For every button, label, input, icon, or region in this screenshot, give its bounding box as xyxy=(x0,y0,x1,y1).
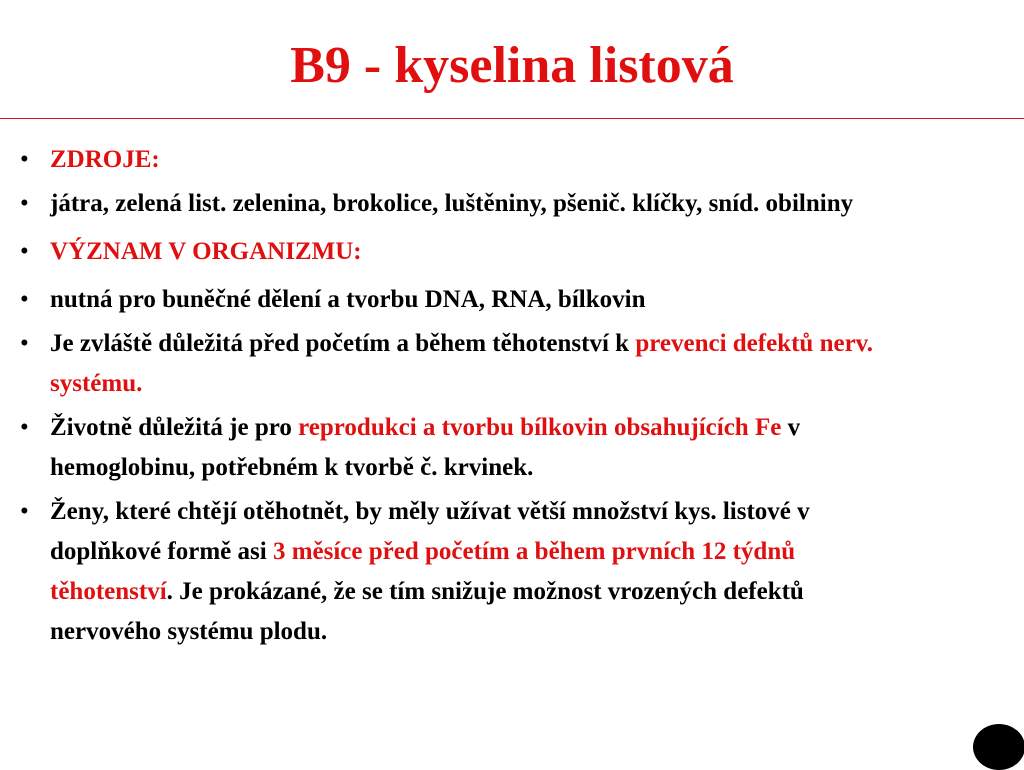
bullet-highlight: 3 měsíce před početím a během prvních 12 týdnů těhotenství xyxy=(50,538,796,605)
bullet-icon: • xyxy=(20,146,29,173)
bullet-item-cell-division xyxy=(20,280,920,320)
bullet-item-women xyxy=(20,492,920,652)
bullet-item-sources-heading xyxy=(20,140,920,180)
bullet-highlight: prevenci defektů nerv. systému. xyxy=(50,330,874,397)
bullet-icon: • xyxy=(20,330,29,357)
bullet-text: nutná pro buněčné dělení a tvorbu DNA, RNA, bílkovin xyxy=(50,286,646,313)
bullet-icon: • xyxy=(20,286,29,313)
bullet-item-pregnancy xyxy=(20,324,920,404)
bullet-text: ZDROJE: xyxy=(50,146,160,173)
bullet-text: játra, zelená list. zelenina, brokolice, luštěniny, pšenič. klíčky, sníd. obilniny xyxy=(50,190,854,217)
bullet-text: Životně důležitá je pro xyxy=(50,414,299,441)
bullet-item-reproduction xyxy=(20,408,920,488)
bullet-text: VÝZNAM V ORGANIZMU: xyxy=(50,238,362,265)
bullet-text: Je zvláště důležitá před početím a během těhotenství k xyxy=(50,330,636,357)
bullet-icon: • xyxy=(20,190,29,217)
bullet-item-sources xyxy=(20,184,920,224)
bullet-icon: • xyxy=(20,414,29,441)
bullet-text: v hemoglobinu, potřebném k tvorbě č. krvinek. xyxy=(50,414,801,481)
bullet-text: Ženy, které chtějí otěhotnět, by měly užívat větší množství kys. listové v doplňkové formě asi xyxy=(50,498,810,565)
bullet-highlight: reprodukci a tvorbu bílkovin obsahujících Fe xyxy=(298,414,782,441)
bullet-list xyxy=(20,140,920,652)
slide-title: B9 - kyselina listová xyxy=(290,37,734,94)
bullet-icon: • xyxy=(20,498,29,525)
bullet-item-significance-heading xyxy=(20,232,920,272)
bullet-icon: • xyxy=(20,238,29,265)
bullet-text: . Je prokázané, že se tím snižuje možnost vrozených defektů nervového systému plodu. xyxy=(50,578,804,645)
slide-corner-dot xyxy=(973,724,1024,770)
title-divider xyxy=(0,118,1024,119)
